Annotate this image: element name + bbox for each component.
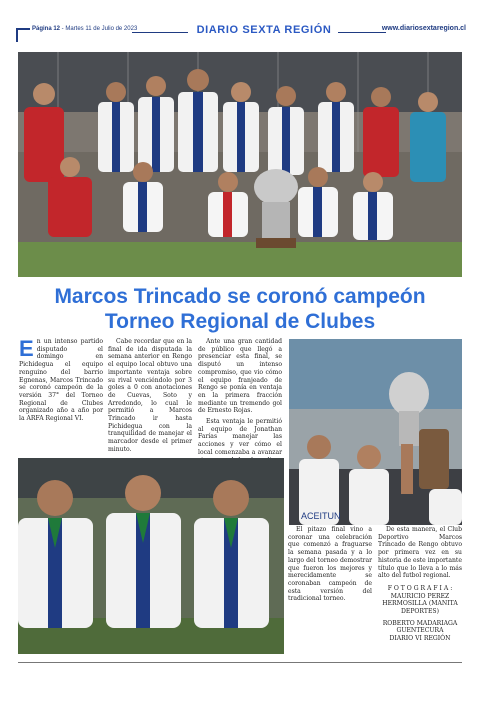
svg-text:ACEITUN: ACEITUN (301, 511, 341, 521)
photo-credit-label: F O T O G R A F I A : (387, 584, 453, 592)
headline-line-1: Marcos Trincado se coronó campeón (54, 285, 426, 308)
team-photo (18, 52, 462, 277)
photo-credits (378, 585, 462, 643)
website-link[interactable]: www.diariosextaregion.cl (381, 25, 466, 32)
page-meta (32, 26, 137, 32)
article-paragraph-6: El pitazo final vino a coronar una celebración que comenzó a fraguarse la semana pasada y a lo largo del torneo demostrar que fueron los mejores y merecidamente se coronaban campeón de esta versión del tradicional torneo. (288, 526, 372, 603)
page-header (16, 22, 466, 44)
page-bottom-rule (18, 662, 462, 663)
article-paragraph-3: Ante una gran cantidad de público que llegó a presenciar esta final, se disputó un intenso compromiso, que vio cómo el equipo franjeado de Rengo se ponía en ventaja en la primera fracción mediante un tremendo gol de Ernesto Rojas. (198, 338, 282, 415)
article-column-4 (288, 526, 372, 606)
header-rule-right (338, 32, 386, 33)
article-column-2 (108, 338, 192, 457)
page-number: Página 12 (32, 26, 61, 32)
header-rule-left (132, 32, 188, 33)
article-paragraph-7: De esta manera, el Club Deportivo Marcos Trincado de Rengo obtuvo por primera vez en su historia de este importante título que lo lleva a lo más alto del futbol regional. (378, 526, 462, 580)
photographer-name: MAURICIO PEREZ HERMOSILLA (MANITA DEPORTES) (382, 592, 458, 616)
article-paragraph-4: Esta ventaja le permitió al equipo de Jonathan Farías manejar las acciones y ver cómo el local comenzaba a avanzar (198, 418, 282, 456)
newspaper-brand: DIARIO SEXTA REGIÓN (196, 24, 332, 36)
issue-date: - Martes 11 de Julio de 2023 (60, 26, 138, 32)
article-column-5 (378, 526, 462, 643)
trophy-lift-photo (289, 339, 462, 525)
article-headline (12, 284, 468, 334)
article-column-1 (19, 338, 103, 426)
outlet-name: DIARIO VI REGIÓN (389, 635, 451, 643)
author-name: ROBERTO MADARIAGA GUENTECURA (382, 619, 458, 635)
corner-mark (16, 28, 30, 42)
article-paragraph-2: Cabe recordar que en la final de ida disputada la semana anterior en Rengo el equipo local obtuvo una importante ventaja sobre su rival venciéndolo por 3 goles a 0 con anotaciones de Cuevas, Soto y Arredondo, lo cual le permitió a Marcos Trincado ir hasta Pichidegua con la tranquilidad de manejar el marcador desde el primer minuto. (108, 338, 192, 453)
drop-cap: E (19, 336, 34, 361)
headline-line-2: Torneo Regional de Clubes (104, 310, 376, 333)
article-paragraph-1: En un intenso partido disputado el domingo en Pichidegua el equipo renguino del barrio Egnenas, Marcos Trincado se coronó campeón de la versión 37° del Torneo Regional de Clubes organizado año a año por la ARFA Regional VI. (19, 336, 103, 423)
players-medals-photo (18, 458, 284, 654)
